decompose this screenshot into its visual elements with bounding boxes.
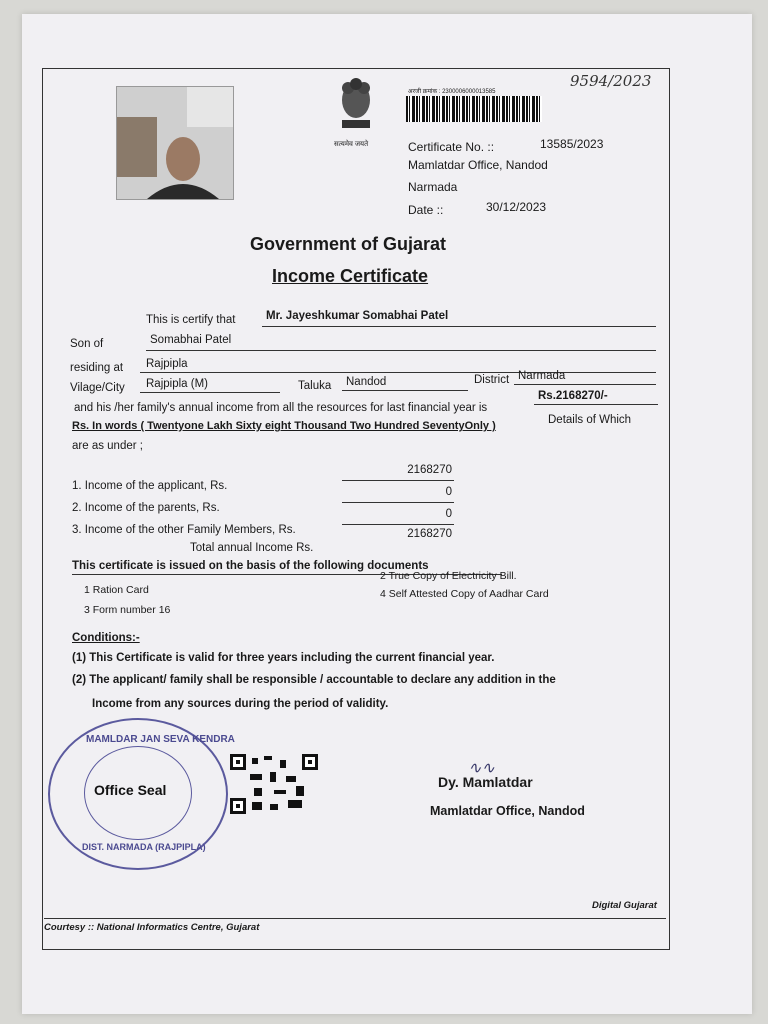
seal-center-text: Office Seal <box>94 782 167 798</box>
certify-name: Mr. Jayeshkumar Somabhai Patel <box>266 310 449 322</box>
barcode <box>406 96 542 122</box>
residing-label: residing at <box>70 362 124 374</box>
details-text: Details of Which <box>548 414 632 426</box>
documents-heading: This certificate is issued on the basis of the following documents <box>72 560 429 572</box>
total-label: Total annual Income Rs. <box>190 542 314 554</box>
condition-2: (2) The applicant/ family shall be responsible / accountable to declare any addition in the <box>72 674 556 686</box>
page-subtitle: Income Certificate <box>272 266 429 286</box>
district-value: Narmada <box>518 370 566 382</box>
residing-value: Rajpipla <box>146 358 188 370</box>
document-item: 4 Self Attested Copy of Aadhar Card <box>380 588 549 600</box>
total-value: 2168270 <box>407 528 452 540</box>
income-row-label: 2. Income of the parents, Rs. <box>72 502 220 514</box>
seal-text: MAMLDAR JAN SEVA KENDRA <box>86 734 235 745</box>
date-label: Date :: <box>408 203 444 217</box>
emblem-caption: सत्यमेव जयते <box>334 141 369 148</box>
office-line-2: Narmada <box>408 180 458 194</box>
footer-digital-gujarat: Digital Gujarat <box>592 900 657 911</box>
document-item: 2 True Copy of Electricity Bill. <box>380 570 517 582</box>
qr-code-icon <box>230 754 318 814</box>
certificate-no-label: Certificate No. :: <box>408 140 495 154</box>
national-emblem-icon <box>330 76 382 148</box>
barcode-text: अरजी क्रमांक : 2300006000013585 <box>408 89 496 95</box>
seal-bottom-text: DIST. NARMADA (RAJPIPLA) <box>82 842 206 852</box>
applicant-photo <box>116 86 234 200</box>
income-row-value: 2168270 <box>407 464 452 476</box>
office-line-1: Mamlatdar Office, Nandod <box>408 158 548 172</box>
income-total-rs: Rs.2168270/- <box>538 390 608 402</box>
document-item: 1 Ration Card <box>84 584 149 596</box>
date-value: 30/12/2023 <box>486 200 547 214</box>
are-as-under: are as under ; <box>72 440 143 452</box>
income-row-label: 3. Income of the other Family Members, Rs. <box>72 524 296 536</box>
income-row-value: 0 <box>445 486 452 498</box>
income-in-words: Rs. In words ( Twentyone Lakh Sixty eight Thousand Two Hundred SeventyOnly ) <box>72 420 496 432</box>
income-row-label: 1. Income of the applicant, Rs. <box>72 480 228 492</box>
condition-1: (1) This Certificate is valid for three years including the current financial year. <box>72 652 495 664</box>
son-of-label: Son of <box>70 338 104 350</box>
income-row-value: 0 <box>445 508 452 520</box>
handwritten-reference: 9594/2023 <box>570 72 652 90</box>
income-sentence: and his /her family's annual income from all the resources for last financial year is <box>74 402 488 414</box>
signatory-office: Mamlatdar Office, Nandod <box>430 804 585 818</box>
certify-label: This is certify that <box>146 314 236 326</box>
certificate-no-value: 13585/2023 <box>540 137 604 151</box>
taluka-value: Nandod <box>346 376 387 388</box>
office-seal <box>48 718 235 870</box>
signatory-title: Dy. Mamlatdar <box>438 774 533 790</box>
page-title: Government of Gujarat <box>250 234 447 254</box>
condition-2-continued: Income from any sources during the period of validity. <box>92 698 389 710</box>
footer-courtesy: Courtesy :: National Informatics Centre, Gujarat <box>44 922 260 933</box>
signature-scribble: ∿∿ <box>468 758 495 777</box>
taluka-label: Taluka <box>298 380 332 392</box>
document-item: 3 Form number 16 <box>84 604 171 616</box>
village-label: Vilage/City <box>70 382 125 394</box>
son-of-value: Somabhai Patel <box>150 334 232 346</box>
district-label: District <box>474 374 510 386</box>
conditions-heading: Conditions:- <box>72 632 140 644</box>
village-value: Rajpipla (M) <box>146 378 208 390</box>
